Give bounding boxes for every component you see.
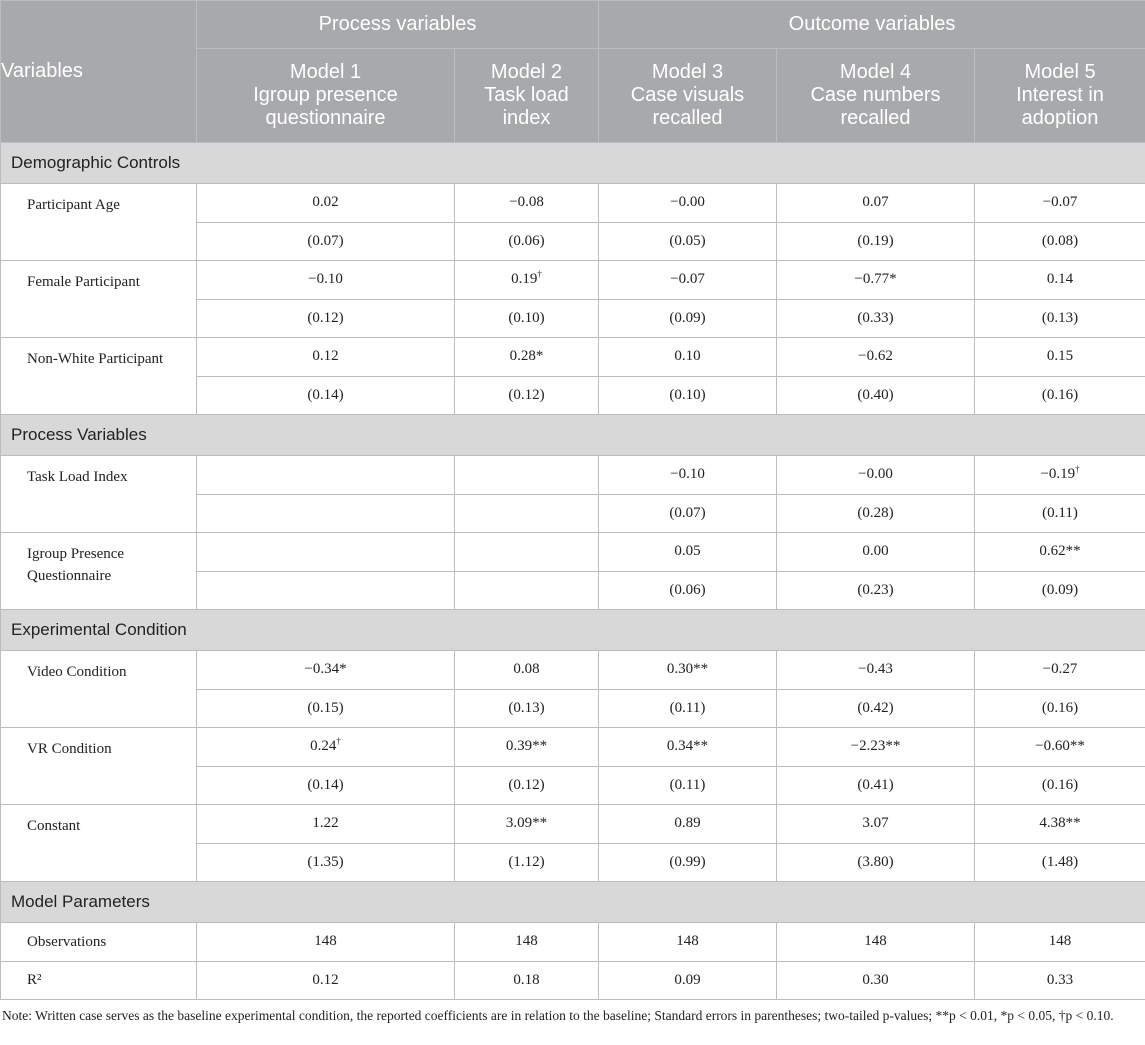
coefficient-cell: 0.28* [455, 338, 599, 377]
table-body [1, 143, 1145, 1000]
std-error-cell: (0.33) [777, 299, 975, 338]
model-desc-line: Task load [484, 84, 569, 106]
model-4-header [777, 49, 975, 143]
std-error-cell: (0.16) [975, 376, 1145, 415]
coefficient-cell: 0.24† [197, 728, 455, 767]
section-title: Experimental Condition [1, 610, 1145, 651]
coefficient-cell: 0.15 [975, 338, 1145, 377]
model-desc-line: adoption [1021, 107, 1099, 129]
variables-header: Variables [1, 1, 197, 143]
table-row [1, 533, 1145, 572]
parameter-cell: 148 [455, 923, 599, 962]
coefficient-cell: 4.38** [975, 805, 1145, 844]
coefficient-cell: 0.02 [197, 184, 455, 223]
coefficient-cell: −0.77* [777, 261, 975, 300]
section-title: Demographic Controls [1, 143, 1145, 184]
coefficient-cell: −0.10 [599, 456, 777, 495]
coefficient-cell [455, 456, 599, 495]
std-error-cell [455, 571, 599, 610]
coefficient-cell: 0.00 [777, 533, 975, 572]
coefficient-cell: −0.00 [777, 456, 975, 495]
parameter-cell: 0.33 [975, 961, 1145, 1000]
model-1-header [197, 49, 455, 143]
coefficient-cell: −0.34* [197, 651, 455, 690]
coefficient-cell: −0.27 [975, 651, 1145, 690]
coefficient-cell: −0.60** [975, 728, 1145, 767]
std-error-cell: (0.10) [455, 299, 599, 338]
std-error-cell: (0.12) [455, 766, 599, 805]
std-error-cell: (0.15) [197, 689, 455, 728]
std-error-cell: (0.14) [197, 376, 455, 415]
std-error-cell: (0.28) [777, 494, 975, 533]
parameter-cell: 0.09 [599, 961, 777, 1000]
std-error-cell: (0.41) [777, 766, 975, 805]
std-error-cell: (0.07) [197, 222, 455, 261]
coefficient-cell: −2.23** [777, 728, 975, 767]
coefficient-cell: −0.07 [599, 261, 777, 300]
std-error-cell: (0.06) [455, 222, 599, 261]
std-error-cell: (0.16) [975, 689, 1145, 728]
model-desc-line: Interest in [1016, 84, 1104, 106]
row-label: Female Participant [1, 261, 197, 338]
row-label: R² [1, 961, 197, 1000]
row-label: Participant Age [1, 184, 197, 261]
coefficient-cell: −0.07 [975, 184, 1145, 223]
std-error-cell: (0.23) [777, 571, 975, 610]
std-error-cell: (0.12) [455, 376, 599, 415]
coefficient-cell: −0.10 [197, 261, 455, 300]
coefficient-cell: 3.09** [455, 805, 599, 844]
section-title: Process Variables [1, 415, 1145, 456]
row-label: Observations [1, 923, 197, 962]
std-error-cell: (0.12) [197, 299, 455, 338]
std-error-cell [197, 494, 455, 533]
table-note: Note: Written case serves as the baseline experimental condition, the reported coefficients are in relation to the baseline; Standard errors in parentheses; two-tailed p-values; **p < 0.01, *p < 0.05, †p < 0.10. [2, 1008, 1114, 1023]
std-error-cell: (0.19) [777, 222, 975, 261]
parameter-cell: 0.12 [197, 961, 455, 1000]
row-label: Constant [1, 805, 197, 882]
std-error-cell: (0.14) [197, 766, 455, 805]
std-error-cell: (0.06) [599, 571, 777, 610]
std-error-cell: (0.16) [975, 766, 1145, 805]
table-row [1, 728, 1145, 767]
coefficient-cell [197, 456, 455, 495]
std-error-cell: (0.42) [777, 689, 975, 728]
coefficient-cell: 0.08 [455, 651, 599, 690]
table-row [1, 261, 1145, 300]
section-row-section-2 [1, 610, 1145, 651]
std-error-cell: (0.13) [455, 689, 599, 728]
model-2-header [455, 49, 599, 143]
std-error-cell: (0.09) [975, 571, 1145, 610]
model-name: Model 3 [651, 61, 724, 83]
coefficient-cell: 0.14 [975, 261, 1145, 300]
coefficient-cell: 1.22 [197, 805, 455, 844]
coefficient-cell: −0.00 [599, 184, 777, 223]
std-error-cell [197, 571, 455, 610]
model-desc-line: index [502, 107, 551, 129]
model-desc-line: Igroup presence [253, 84, 398, 106]
table-row [1, 651, 1145, 690]
coefficient-cell: 0.05 [599, 533, 777, 572]
table-row [1, 184, 1145, 223]
coefficient-cell: 0.34** [599, 728, 777, 767]
coefficient-cell: 0.07 [777, 184, 975, 223]
coefficient-cell: −0.08 [455, 184, 599, 223]
parameter-cell: 0.18 [455, 961, 599, 1000]
std-error-cell: (0.07) [599, 494, 777, 533]
coefficient-cell: 3.07 [777, 805, 975, 844]
model-desc-line: Case numbers [810, 84, 941, 106]
section-row-section-1 [1, 415, 1145, 456]
std-error-cell: (0.11) [599, 689, 777, 728]
coefficient-cell: 0.30** [599, 651, 777, 690]
std-error-cell: (1.12) [455, 843, 599, 882]
row-label: VR Condition [1, 728, 197, 805]
outcome-variables-group-header: Outcome variables [599, 1, 1145, 49]
coefficient-cell: 0.19† [455, 261, 599, 300]
parameter-cell: 148 [599, 923, 777, 962]
std-error-cell: (0.05) [599, 222, 777, 261]
r-squared-row [1, 961, 1145, 1000]
table-row [1, 456, 1145, 495]
row-label: Non-White Participant [1, 338, 197, 415]
parameter-cell: 0.30 [777, 961, 975, 1000]
table-row [1, 805, 1145, 844]
coefficient-cell: −0.43 [777, 651, 975, 690]
coefficient-cell: 0.39** [455, 728, 599, 767]
std-error-cell: (0.09) [599, 299, 777, 338]
row-label: Task Load Index [1, 456, 197, 533]
model-desc-line: recalled [840, 107, 911, 129]
parameter-cell: 148 [975, 923, 1145, 962]
std-error-cell: (0.13) [975, 299, 1145, 338]
observations-row [1, 923, 1145, 962]
model-desc-line: recalled [652, 107, 723, 129]
model-desc-line: questionnaire [265, 107, 386, 129]
section-row-section-0 [1, 143, 1145, 184]
std-error-cell: (1.35) [197, 843, 455, 882]
std-error-cell: (1.48) [975, 843, 1145, 882]
coefficient-cell: 0.12 [197, 338, 455, 377]
coefficient-cell: −0.19† [975, 456, 1145, 495]
coefficient-cell [455, 533, 599, 572]
coefficient-cell: 0.89 [599, 805, 777, 844]
coefficient-cell: 0.62** [975, 533, 1145, 572]
model-name: Model 5 [1024, 61, 1096, 83]
std-error-cell: (3.80) [777, 843, 975, 882]
parameter-cell: 148 [777, 923, 975, 962]
model-name: Model 4 [839, 61, 912, 83]
table-header [1, 1, 1145, 143]
coefficient-cell: −0.62 [777, 338, 975, 377]
std-error-cell: (0.10) [599, 376, 777, 415]
model-name: Model 1 [289, 61, 362, 83]
process-variables-group-header: Process variables [197, 1, 599, 49]
coefficient-cell [197, 533, 455, 572]
row-label: Igroup Presence Questionnaire [1, 533, 197, 610]
std-error-cell: (0.11) [975, 494, 1145, 533]
std-error-cell [455, 494, 599, 533]
model-3-header [599, 49, 777, 143]
table-row [1, 338, 1145, 377]
model-desc-line: Case visuals [630, 84, 745, 106]
std-error-cell: (0.40) [777, 376, 975, 415]
std-error-cell: (0.11) [599, 766, 777, 805]
coefficient-cell: 0.10 [599, 338, 777, 377]
row-label: Video Condition [1, 651, 197, 728]
section-row-model-parameters [1, 882, 1145, 923]
std-error-cell: (0.99) [599, 843, 777, 882]
std-error-cell: (0.08) [975, 222, 1145, 261]
model-name: Model 2 [490, 61, 563, 83]
parameter-cell: 148 [197, 923, 455, 962]
section-title: Model Parameters [1, 882, 1145, 923]
model-5-header [975, 49, 1145, 143]
